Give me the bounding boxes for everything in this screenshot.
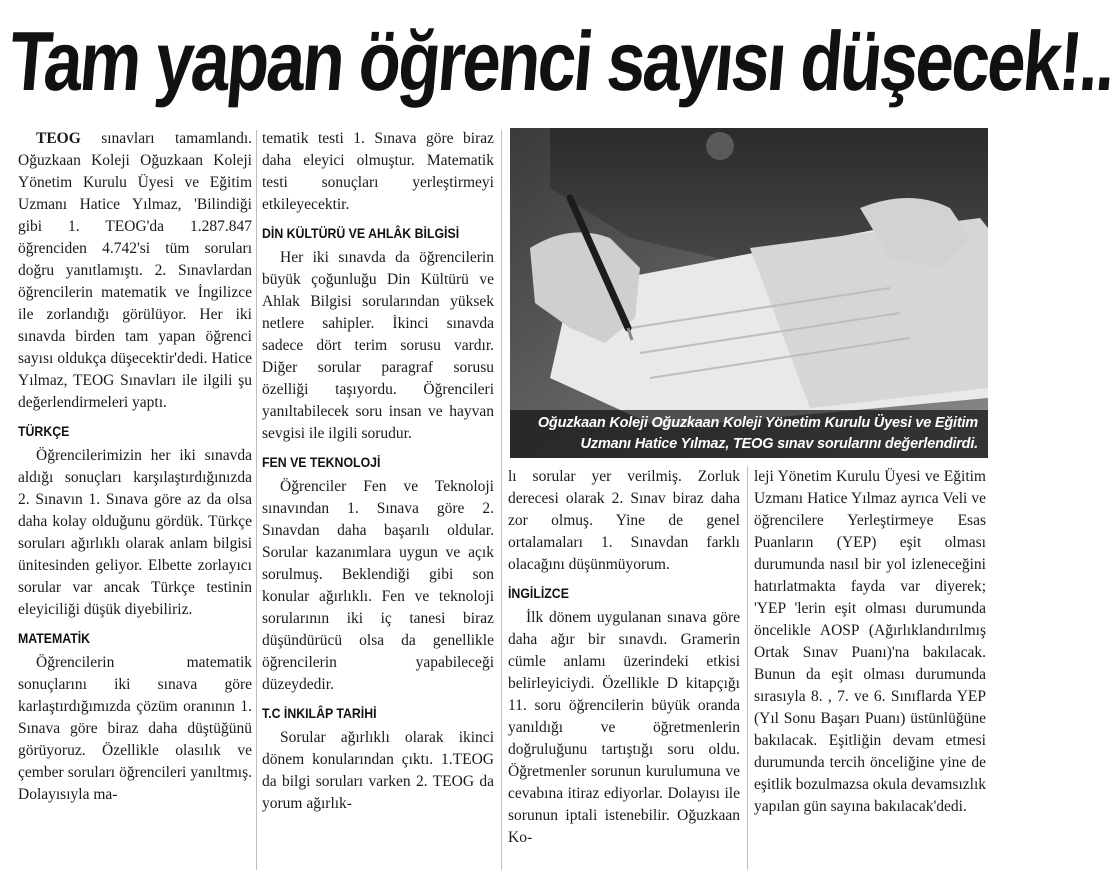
section-heading-fen: FEN VE TEKNOLOJİ bbox=[262, 454, 381, 470]
section-heading-ingilizce: İNGİLİZCE bbox=[508, 585, 569, 601]
matematik-paragraph: Öğrencilerin matematik sonuçlarını iki sınava göre karlaştırdığımızda çözüm oranının 1. Sınava göre biraz daha düştüğünü görüyoruz. Özellikle olasılık ve çember soruları öğrencileri yanıltmış. Dolayısıyla ma- bbox=[18, 654, 252, 803]
photo-caption: Oğuzkaan Koleji Oğuzkaan Koleji Yönetim Kurulu Üyesi ve Eğitim Uzmanı Hatice Yılmaz, TEOG sınav sorularını değerlendirdi. bbox=[510, 410, 988, 458]
exam-photo bbox=[510, 128, 988, 458]
fen-paragraph: Öğrenciler Fen ve Teknoloji sınavından 1. Sınava göre 2. Sınavdan daha başarılı oldular. Sorular kazanımlara uygun ve açık sorulmuş. Beklendiği gibi son konular ağırlıklı. Fen ve teknoloji sorularının iki iç tanesi biraz düşündürücü olsa da genellikle öğrencilerin yapabileceği düzeydedir. bbox=[262, 478, 494, 693]
inkilap-paragraph: Sorular ağırlıklı olarak ikinci dönem konularından çıktı. 1.TEOG da bilgi soruları varken 2. TEOG da yorum ağırlık- bbox=[262, 729, 494, 812]
closing-paragraph: leji Yönetim Kurulu Üyesi ve Eğitim Uzmanı Hatice Yılmaz ayrıca Veli ve öğrencilere Yerleştirmeye Esas Puanların (YEP) eşit olması durumunda nasıl bir yol izleneceğini hatırlatmakta fayda var diyerek; 'YEP 'lerin eşit olması durumunda öncelikle AOSP (Ağırlıklandırılmış Ortak Sınav Puanı)'na bakılacak. Bunun da eşit olması durumunda sırasıyla 8. , 7. ve 6. Sınıflarda YEP (Yıl Sonu Başarı Puanı) üstünlüğüne bakılacak. Eşitliğin devam etmesi durumunda tercih önceliğine yine de eşitlik bozulmazsa okula devamsızlık yapılan gün sayına bakılacak'dedi. bbox=[754, 468, 987, 815]
din-paragraph: Her iki sınavda da öğrencilerin büyük çoğunluğu Din Kültürü ve Ahlak Bilgisi sorularından yüksek netlere sahipler. İkinci sınavda sadece dört terim sorusu vardır. Diğer sorular paragraf sorusu özelliği taşıyordu. Öğrencileri yanıltabilecek soru insan ve hayvan sevgisi ile ilgili sorudur. bbox=[262, 249, 494, 442]
article-column-4 bbox=[754, 466, 986, 818]
intro-text: sınavları tamamlandı. Oğuzkaan Koleji Oğuzkaan Koleji Yönetim Kurulu Üyesi ve Eğitim Uzmanı Hatice Yılmaz, 'Bilindiği gibi 1. TEOG'da 1.287.847 öğrenciden 4.742'si tüm soruları doğru yanıtlamıştı. 2. Sınavlardan öğrencilerin matematik ve İngilizce ile zorlandığı görülüyor. Her iki sınavda birden tam yapan öğrenci sayısı oldukça düşecektir'dedi. Hatice Yılmaz, TEOG Sınavları ile ilgili şu değerlendirmeleri yaptı. bbox=[18, 130, 252, 411]
column-divider-1 bbox=[256, 130, 257, 870]
column-divider-2 bbox=[501, 130, 502, 870]
ingilizce-paragraph: İlk dönem uygulanan sınava göre daha ağır bir sınavdı. Gramerin cümle anlamı üzerindeki etkisi belirleyiciydi. Özellikle D kitapçığı 11. soru öğrencilerin büyük oranda yanıldığı ve öğretmenlerin doğruluğunu tartıştığı soru oldu. Öğretmenler sorunun kurulumuna ve cevabına itiraz ediyorlar. Dolayısı ile sorunun iptali istenebilir. Oğuzkaan Ko- bbox=[508, 609, 740, 846]
exam-photo-illustration bbox=[510, 128, 988, 458]
article-column-2 bbox=[262, 128, 494, 815]
section-heading-inkilap: T.C İNKILÂP TARİHİ bbox=[262, 705, 377, 721]
intro-bold-word: TEOG bbox=[36, 130, 81, 147]
section-heading-turkce: TÜRKÇE bbox=[18, 423, 70, 439]
section-heading-din: DİN KÜLTÜRÜ VE AHLÂK BİLGİSİ bbox=[262, 225, 460, 241]
article-column-1 bbox=[18, 128, 252, 806]
headline-text: Tam yapan öğrenci sayısı düşecek!.. bbox=[5, 14, 1117, 108]
inkilap-continued: lı sorular yer verilmiş. Zorluk derecesi olarak 2. Sınav biraz daha zor olmuş. Yine de genel ortalamaları 1. Sınavdan farklı olacağını düşünmüyorum. bbox=[508, 468, 740, 573]
matematik-continued: tematik testi 1. Sınava göre biraz daha eleyici olmuştur. Matematik testi sonuçları yerleştirmeyi etkileyecektir. bbox=[262, 130, 494, 213]
turkce-paragraph: Öğrencilerimizin her iki sınavda aldığı sonuçları karşılaştırdığınızda 2. Sınavın 1. Sınava göre az da olsa daha kolay olduğunu gördük. Türkçe soruları ağırlıklı olarak anlam bilgisi ünitesinden geliyor. Elbette zorlayıcı sorular var ancak Türkçe testinin eleyiciliği düşük diyebiliriz. bbox=[18, 447, 252, 618]
intro-paragraph bbox=[18, 128, 252, 414]
article-column-3 bbox=[508, 466, 740, 849]
section-heading-matematik: MATEMATİK bbox=[18, 630, 91, 646]
headline bbox=[5, 2, 1117, 120]
column-divider-3 bbox=[747, 466, 748, 870]
